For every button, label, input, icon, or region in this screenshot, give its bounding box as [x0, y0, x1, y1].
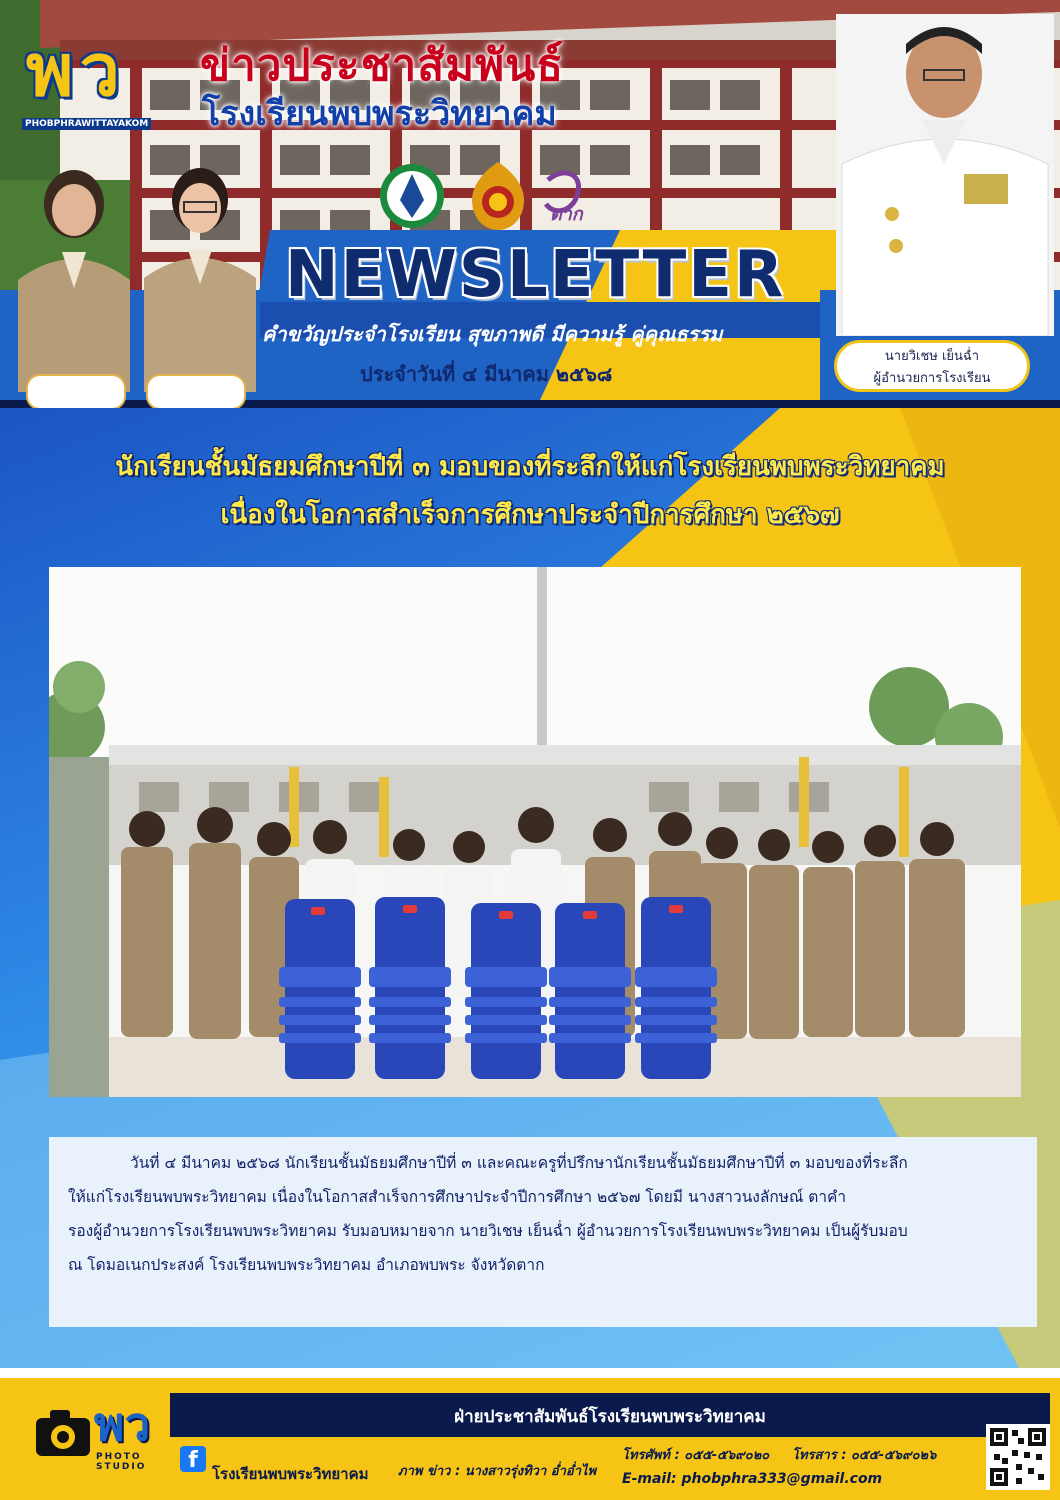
footer-department: ฝ่ายประชาสัมพันธ์โรงเรียนพบพระวิทยาคม [454, 1407, 766, 1427]
director-portrait [836, 14, 1054, 336]
studio-caption: PHOTO STUDIO [96, 1452, 147, 1472]
newsletter-header [0, 0, 1060, 408]
contact-fax: โทรสาร : ๐๕๕-๕๖๙๐๒๖ [792, 1448, 937, 1463]
article-line-1: วันที่ ๔ มีนาคม ๒๕๖๘ นักเรียนชั้นมัธยมศึกษาปีที่ ๓ และคณะครูที่ปรึกษานักเรียนชั้นมัธยมศึกษาปีที่ ๓ มอบของที่ระลึก [130, 1154, 908, 1172]
logo-caption: PHOBPHRAWITTAYAKOM [22, 118, 151, 130]
director-role: ผู้อำนวยการโรงเรียน [873, 371, 991, 386]
qr-code-icon[interactable] [986, 1424, 1050, 1490]
facebook-icon[interactable]: f [180, 1446, 206, 1472]
crest-logos [378, 160, 588, 232]
director-plaque [834, 340, 1030, 392]
headline-line-2: เนื่องในโอกาสสำเร็จการศึกษาประจำปีการศึกษา ๒๕๖๗ [220, 500, 840, 530]
photo-studio-logo [36, 1396, 168, 1480]
crest-tak-label: ตาก [550, 204, 583, 225]
deputy-director-portraits [4, 160, 266, 392]
contact-phone: โทรศัพท์ : ๐๕๕-๕๖๙๐๒๐ [622, 1448, 770, 1463]
stacked-chairs [279, 897, 717, 1079]
director-name: นายวิเชษ เย็นฉ่ำ [884, 349, 980, 364]
school-name: โรงเรียนพบพระวิทยาคม [202, 94, 557, 134]
newsletter-title: NEWSLETTER [285, 238, 786, 312]
contact-email[interactable]: E-mail: phobphra333@gmail.com [622, 1471, 883, 1487]
school-motto: คำขวัญประจำโรงเรียน สุขภาพดี มีความรู้ คู่คุณธรรม [262, 322, 723, 346]
camera-icon [36, 1408, 92, 1458]
article-line-2: ให้แก่โรงเรียนพบพระวิทยาคม เนื่องในโอกาสสำเร็จการศึกษาประจำปีการศึกษา ๒๕๖๗ โดยมี นางสาวนงลักษณ์ ตาคำ [68, 1188, 847, 1206]
group-photo [49, 567, 1021, 1097]
photo-news-credit: ภาพ ข่าว : นางสาวรุ่งทิวา อ่ำอ่ำไพ [398, 1464, 597, 1479]
facebook-page-label[interactable]: โรงเรียนพบพระวิทยาคม [212, 1465, 369, 1483]
issue-date: ประจำวันที่ ๔ มีนาคม ๒๕๖๘ [360, 362, 613, 386]
page-title: ข่าวประชาสัมพันธ์ [200, 40, 565, 91]
deputy-plaque-2 [146, 374, 246, 408]
crest-school-icon [380, 164, 444, 228]
article-body [68, 1146, 1023, 1282]
article-line-4: ณ โดมอเนกประสงค์ โรงเรียนพบพระวิทยาคม อำเภอพบพระ จังหวัดตาก [68, 1256, 545, 1274]
logo-mark: พว [26, 28, 126, 112]
deputy-plaque-1 [26, 374, 126, 408]
studio-logo-mark: พว [94, 1397, 151, 1451]
school-logo [26, 30, 176, 130]
crest-ministry-icon [472, 162, 524, 230]
headline-line-1: นักเรียนชั้นมัธยมศึกษาปีที่ ๓ มอบของที่ระลึกให้แก่โรงเรียนพบพระวิทยาคม [115, 452, 945, 482]
article-line-3: รองผู้อำนวยการโรงเรียนพบพระวิทยาคม รับมอบหมายจาก นายวิเชษ เย็นฉ่ำ ผู้อำนวยการโรงเรียนพบพระวิทยาคม เป็นผู้รับมอบ [68, 1222, 908, 1240]
